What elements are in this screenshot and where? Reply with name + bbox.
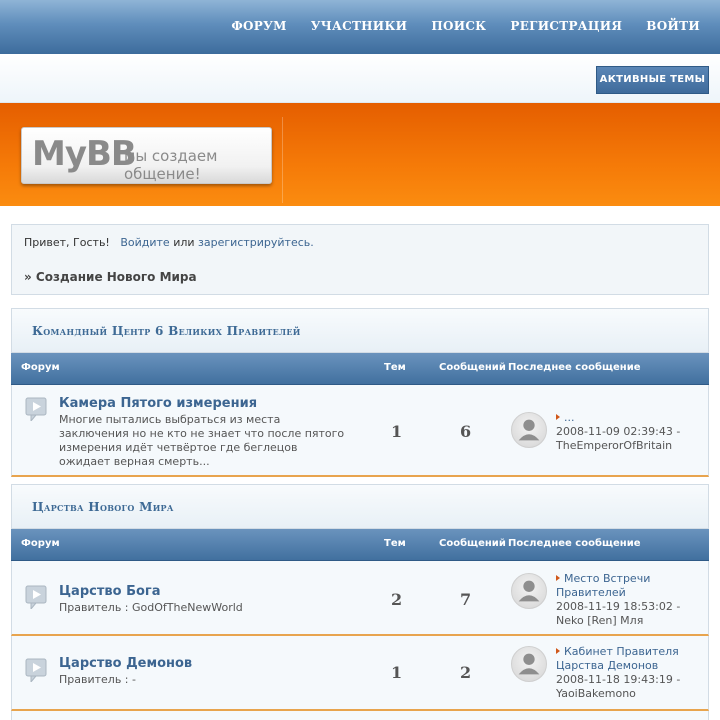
forum-read-icon bbox=[25, 585, 49, 609]
logo-tagline: мы создаем общение! bbox=[124, 147, 218, 183]
logo[interactable] bbox=[21, 127, 272, 184]
threads-count: 1 bbox=[391, 663, 403, 682]
last-post bbox=[556, 572, 706, 628]
register-link[interactable]: зарегистрируйтесь. bbox=[198, 236, 314, 249]
last-post bbox=[556, 645, 706, 701]
last-post-date: 2008-11-18 19:43:19 - bbox=[556, 673, 681, 686]
greeting-text: Привет, Гость! bbox=[24, 236, 110, 249]
last-post-title[interactable]: Место Встречи Правителей bbox=[556, 572, 651, 599]
forum-description: Правитель : GodOfTheNewWorld bbox=[59, 601, 243, 614]
col-threads: Тем bbox=[384, 362, 406, 373]
forum-row bbox=[11, 711, 709, 720]
logo-brand: MyBB bbox=[32, 134, 136, 174]
col-threads: Тем bbox=[384, 538, 406, 549]
or-text: или bbox=[173, 236, 195, 249]
col-forum: Форум bbox=[21, 362, 60, 373]
nav-forum[interactable]: ФОРУМ bbox=[231, 19, 287, 33]
last-post-title[interactable]: Кабинет Правителя Царства Демонов bbox=[556, 645, 679, 672]
last-post-author[interactable]: Neko [Ren] Мля bbox=[556, 614, 644, 627]
forum-read-icon bbox=[25, 397, 49, 421]
avatar bbox=[511, 573, 547, 609]
arrow-icon bbox=[556, 414, 560, 420]
nav-members[interactable]: УЧАСТНИКИ bbox=[310, 19, 408, 33]
category-header bbox=[11, 484, 709, 529]
breadcrumb: » Создание Нового Мира bbox=[24, 270, 197, 284]
nav-login[interactable]: ВОЙТИ bbox=[646, 19, 700, 33]
last-post-author[interactable]: TheEmperorOfBritain bbox=[556, 439, 673, 452]
col-posts: Сообщений bbox=[439, 362, 506, 373]
logo-area bbox=[12, 117, 283, 203]
forum-read-icon bbox=[25, 658, 49, 682]
arrow-icon bbox=[556, 648, 560, 654]
threads-count: 2 bbox=[391, 590, 403, 609]
avatar bbox=[511, 412, 547, 448]
table-header bbox=[11, 529, 709, 561]
sub-bar bbox=[0, 54, 720, 103]
avatar bbox=[511, 646, 547, 682]
last-post bbox=[556, 411, 706, 453]
last-post-date: 2008-11-19 18:53:02 - bbox=[556, 600, 681, 613]
nav-search[interactable]: ПОИСК bbox=[431, 19, 487, 33]
last-post-author[interactable]: YaoiBakemono bbox=[556, 687, 636, 700]
col-last-post: Последнее сообщение bbox=[508, 538, 641, 549]
header-banner bbox=[0, 103, 720, 206]
arrow-icon bbox=[556, 575, 560, 581]
forum-row bbox=[11, 636, 709, 711]
category-header bbox=[11, 308, 709, 353]
category-title[interactable]: Командный Центр 6 Великих Правителей bbox=[32, 324, 301, 338]
nav-register[interactable]: РЕГИСТРАЦИЯ bbox=[510, 19, 623, 33]
forum-name[interactable]: Камера Пятого измерения bbox=[59, 396, 258, 411]
posts-count: 6 bbox=[460, 422, 472, 441]
forum-name[interactable]: Царство Бога bbox=[59, 584, 161, 599]
greeting-line bbox=[24, 236, 314, 249]
last-post-title[interactable]: ... bbox=[564, 411, 575, 424]
col-last-post: Последнее сообщение bbox=[508, 362, 641, 373]
forum-name[interactable]: Царство Демонов bbox=[59, 656, 193, 671]
login-link[interactable]: Войдите bbox=[120, 236, 170, 249]
posts-count: 7 bbox=[460, 590, 472, 609]
last-post-date: 2008-11-09 02:39:43 - bbox=[556, 425, 681, 438]
col-posts: Сообщений bbox=[439, 538, 506, 549]
table-header bbox=[11, 353, 709, 385]
posts-count: 2 bbox=[460, 663, 472, 682]
forum-description: Правитель : - bbox=[59, 673, 136, 686]
forum-row bbox=[11, 385, 709, 477]
forum-description: Многие пытались выбраться из места заключения но не кто не знает что после пятого измерения идёт четвёртое где беглецов ожидает верная смерть... bbox=[59, 413, 345, 468]
col-forum: Форум bbox=[21, 538, 60, 549]
category-title[interactable]: Царства Нового Мира bbox=[32, 500, 174, 514]
nav-menu bbox=[231, 19, 700, 33]
threads-count: 1 bbox=[391, 422, 403, 441]
forum-row bbox=[11, 561, 709, 636]
welcome-panel bbox=[11, 224, 709, 295]
top-navigation bbox=[0, 0, 720, 54]
active-threads-button[interactable]: АКТИВНЫЕ ТЕМЫ bbox=[596, 66, 709, 94]
